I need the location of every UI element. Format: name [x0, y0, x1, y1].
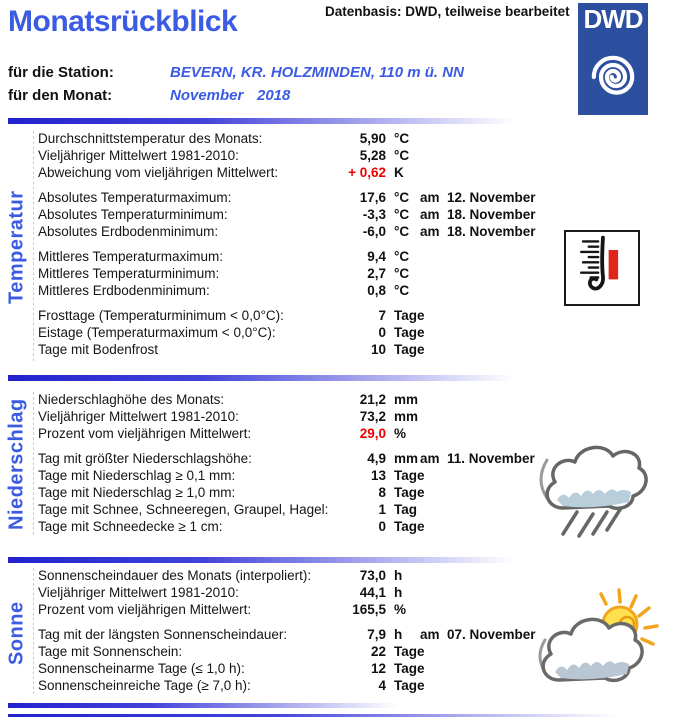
row-date: am 07. November [420, 627, 536, 642]
row-unit: °C [394, 249, 410, 264]
table-row [38, 518, 568, 535]
row-unit: Tage [394, 678, 425, 693]
row-label: Durchschnittstemperatur des Monats: [38, 131, 263, 146]
row-label: Eistage (Temperaturmaximum < 0,0°C): [38, 325, 276, 340]
thermometer-icon [564, 230, 640, 306]
row-value: 2,7 [367, 266, 386, 281]
row-group [38, 450, 568, 535]
station-value: BEVERN, KR. HOLZMINDEN, 110 m ü. NN [170, 64, 464, 81]
table-row [38, 324, 568, 341]
row-label: Vieljähriger Mittelwert 1981-2010: [38, 148, 239, 163]
row-unit: Tage [394, 468, 425, 483]
row-date: am 11. November [420, 451, 535, 466]
row-label: Niederschlaghöhe des Monats: [38, 392, 225, 407]
dwd-logo-text: DWD [583, 4, 643, 34]
row-label: Vieljähriger Mittelwert 1981-2010: [38, 409, 239, 424]
table-row [38, 164, 568, 181]
dashed-rule [33, 131, 34, 361]
row-unit: °C [394, 224, 410, 239]
table-row [38, 660, 568, 677]
row-value: 0 [378, 325, 386, 340]
row-label: Absolutes Erdbodenminimum: [38, 224, 219, 239]
row-value: 5,90 [359, 131, 386, 146]
row-unit: Tage [394, 485, 425, 500]
row-group [38, 130, 568, 181]
row-label: Absolutes Temperaturmaximum: [38, 190, 232, 205]
row-group [38, 391, 568, 442]
row-label: Prozent vom vieljährigen Mittelwert: [38, 602, 252, 617]
row-unit: Tage [394, 644, 425, 659]
row-group [38, 307, 568, 358]
separator-bar [8, 557, 658, 563]
row-date: am 18. November [420, 224, 536, 239]
month-label: für den Monat: [8, 87, 113, 104]
row-value: 22 [370, 644, 386, 659]
row-value: 9,4 [367, 249, 386, 264]
row-group [38, 567, 568, 618]
dwd-logo [578, 3, 648, 115]
table-row [38, 391, 568, 408]
table-row [38, 450, 568, 467]
databasis-note: Datenbasis: DWD, teilweise bearbeitet [325, 4, 570, 19]
month-value: November [170, 87, 244, 104]
rain-cloud-icon [533, 430, 655, 540]
row-label: Prozent vom vieljährigen Mittelwert: [38, 426, 252, 441]
row-value: 0 [378, 519, 386, 534]
table-row [38, 408, 568, 425]
row-unit: Tage [394, 342, 425, 357]
row-label: Tag mit größter Niederschlagshöhe: [38, 451, 252, 466]
table-row [38, 341, 568, 358]
table-row [38, 147, 568, 164]
section-niederschlag [38, 391, 568, 543]
row-value: 4,9 [367, 451, 386, 466]
table-row [38, 425, 568, 442]
row-value: 73,0 [359, 568, 386, 583]
separator-bar [8, 703, 658, 708]
row-unit: Tage [394, 519, 425, 534]
table-row [38, 601, 568, 618]
section-label-niederschlag: Niederschlag [5, 398, 28, 531]
table-row [38, 223, 568, 240]
table-row [38, 307, 568, 324]
section-temperatur [38, 130, 568, 366]
table-row [38, 677, 568, 694]
row-unit: °C [394, 207, 410, 222]
row-unit: h [394, 627, 403, 642]
row-label: Sonnenscheinreiche Tage (≥ 7,0 h): [38, 678, 251, 693]
row-label: Tag mit der längsten Sonnenscheindauer: [38, 627, 288, 642]
row-unit: Tage [394, 325, 425, 340]
table-row [38, 206, 568, 223]
year-value: 2018 [257, 87, 291, 104]
sun-cloud-icon [533, 588, 661, 702]
station-row [0, 64, 560, 84]
row-unit: mm [394, 409, 419, 424]
section-sonne [38, 567, 568, 702]
row-value: 5,28 [359, 148, 386, 163]
row-unit: Tage [394, 308, 425, 323]
row-unit: K [394, 165, 404, 180]
row-value: 21,2 [359, 392, 386, 407]
row-unit: °C [394, 266, 410, 281]
row-value: 13 [370, 468, 386, 483]
row-value: 7 [378, 308, 386, 323]
row-label: Mittleres Erdbodenminimum: [38, 283, 210, 298]
table-row [38, 484, 568, 501]
row-unit: mm [394, 392, 419, 407]
row-unit: % [394, 602, 407, 617]
table-row [38, 282, 568, 299]
dashed-rule [33, 392, 34, 535]
row-unit: h [394, 568, 403, 583]
row-label: Absolutes Temperaturminimum: [38, 207, 228, 222]
row-date: am 18. November [420, 207, 536, 222]
row-label: Tage mit Schnee, Schneeregen, Graupel, Hagel: [38, 502, 329, 517]
row-label: Frosttage (Temperaturminimum < 0,0°C): [38, 308, 284, 323]
table-row [38, 567, 568, 584]
row-value: + 0,62 [348, 165, 386, 180]
row-label: Abweichung vom vieljährigen Mittelwert: [38, 165, 279, 180]
dwd-spiral-icon [583, 41, 643, 107]
row-value: 10 [370, 342, 386, 357]
row-date: am 12. November [420, 190, 536, 205]
table-row [38, 130, 568, 147]
row-label: Mittleres Temperaturminimum: [38, 266, 220, 281]
section-label-temperatur: Temperatur [5, 190, 28, 305]
row-label: Tage mit Schneedecke ≥ 1 cm: [38, 519, 223, 534]
row-unit: Tage [394, 661, 425, 676]
row-value: -3,3 [362, 207, 386, 222]
row-label: Sonnenscheinarme Tage (≤ 1,0 h): [38, 661, 245, 676]
table-row [38, 626, 568, 643]
row-unit: °C [394, 283, 410, 298]
separator-bar [8, 118, 658, 124]
row-label: Vieljähriger Mittelwert 1981-2010: [38, 585, 239, 600]
row-unit: mm [394, 451, 419, 466]
table-row [38, 584, 568, 601]
row-value: 0,8 [367, 283, 386, 298]
row-value: 7,9 [367, 627, 386, 642]
row-unit: h [394, 585, 403, 600]
row-value: 73,2 [359, 409, 386, 424]
table-row [38, 501, 568, 518]
table-row [38, 265, 568, 282]
month-row [0, 87, 560, 107]
row-unit: °C [394, 190, 410, 205]
row-unit: Tag [394, 502, 417, 517]
row-value: 12 [370, 661, 386, 676]
page-title: Monatsrückblick [8, 5, 238, 38]
row-label: Tage mit Bodenfrost [38, 342, 159, 357]
separator-bar [8, 375, 658, 381]
row-label: Tage mit Sonnenschein: [38, 644, 183, 659]
row-label: Mittleres Temperaturmaximum: [38, 249, 224, 264]
row-value: -6,0 [362, 224, 386, 239]
row-value: 8 [378, 485, 386, 500]
row-unit: °C [394, 148, 410, 163]
row-value: 44,1 [359, 585, 386, 600]
row-value: 165,5 [352, 602, 386, 617]
row-group [38, 626, 568, 694]
table-row [38, 467, 568, 484]
row-unit: % [394, 426, 407, 441]
row-value: 17,6 [359, 190, 386, 205]
row-value: 1 [378, 502, 386, 517]
dashed-rule [33, 568, 34, 694]
table-row [38, 643, 568, 660]
row-label: Tage mit Niederschlag ≥ 1,0 mm: [38, 485, 236, 500]
row-value: 4 [378, 678, 386, 693]
row-label: Tage mit Niederschlag ≥ 0,1 mm: [38, 468, 236, 483]
row-label: Sonnenscheindauer des Monats (interpoliert): [38, 568, 312, 583]
row-group [38, 248, 568, 299]
table-row [38, 248, 568, 265]
section-label-sonne: Sonne [5, 601, 28, 665]
row-group [38, 189, 568, 240]
table-row [38, 189, 568, 206]
row-unit: °C [394, 131, 410, 146]
station-label: für die Station: [8, 64, 114, 81]
row-value: 29,0 [359, 426, 386, 441]
